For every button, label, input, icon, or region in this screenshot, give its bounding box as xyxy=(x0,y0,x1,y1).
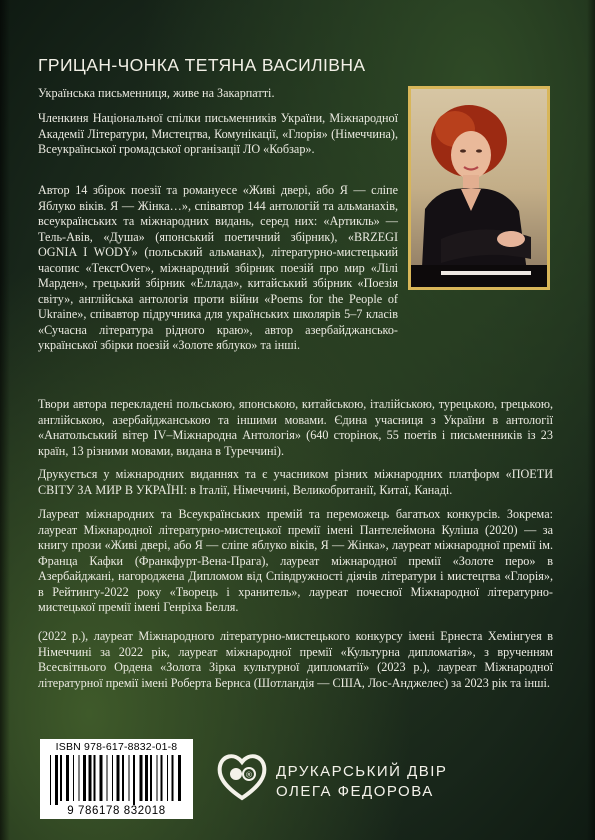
registered-mark: ® xyxy=(246,770,252,780)
barcode-graphic xyxy=(48,755,185,805)
paragraph-intro: Українська письменниця, живе на Закарпатті. xyxy=(38,86,275,100)
right-edge-shadow xyxy=(587,0,595,840)
paragraph-publications: Друкується у міжнародних виданнях та є учасником різних міжнародних платформ «ПОЕТИ СВІТУ ЗА МИР В УКРАЇНІ: в Італії, Німеччині, Великобританії, Китаї, Канаді. xyxy=(38,467,553,497)
author-portrait-illustration xyxy=(411,89,547,287)
author-name: ГРИЦАН-ЧОНКА ТЕТЯНА ВАСИЛІВНА xyxy=(38,55,366,75)
isbn-label: ISBN 978-617-8832-01-8 xyxy=(55,741,178,753)
publisher-logo-icon xyxy=(214,748,270,804)
paragraph-translations: Твори автора перекладені польською, японською, китайською, італійською, турецькою, грецькою, англійською, азербайджанською та іншими мовами. Єдина учасниця з України в антології «Анатольський вітер IV–Міжнародна Антологія» (640 сторінок, 55 поетів і письменників із 23 країн, 13 різними мовами, видана в Туреччині). xyxy=(38,397,553,458)
paragraph-awards: Лауреат міжнародних та Всеукраїнських премій та переможець багатьох конкурсів. Зокрема: лауреат Міжнародної літературно-мистецької премії імені Пантелеймона Куліша (2020) — за книгу прози «Живі двері, або Я — сліпе яблуко віків, Я — Жінка», лауреат міжнародної премії ім. Франца Кафки (Франкфурт-Вена-Прага), лауреат міжнародної премії «Золоте перо» в Азербайджані, нагороджена Дипломом від Співдружності діячів літератури і мистецтва «Глорія», в Рейтингу-2022 року «Творець і хранитель», лауреат почесної Міжнародної літературно-мистецької премії імені Генріха Белля. xyxy=(38,507,553,614)
paragraph-awards-more: (2022 р.), лауреат Міжнародного літературно-мистецького конкурсу імені Ернеста Хемінгуея в Німеччині за 2022 рік, лауреат міжнародної премії «Культурна дипломатія», з врученням Всесвітнього Ордена «Золота Зірка культурної дипломатії» (2023 р.), лауреат Міжнародної літературної премії імені Роберта Бернса (Шотландія — США, Лос-Анджелес) за 2023 рік та інші. xyxy=(38,629,553,690)
spine-shadow xyxy=(0,0,10,840)
paragraph-works: Автор 14 збірок поезії та романуесе «Живі двері, або Я — сліпе Яблуко віків. Я — Жінка…», співавтор 144 антологій та альманахів, всеукраїнських та міжнародних видань, серед них: «Артикль» — Тель-Авів, «Душа» (японський поетичний збірник), «BRZEGI OGNIA I WODY» (польський альманах), літературно-мистецький часопис «ТекстOver», міжнародний збірник поезій про мир «Лілі Марден», грецький збірник «Еллада», китайський збірник «Поезія світу», англійська антологія проти війни «Poems for the People of Ukraine», співавтор підручника для українських школярів 5–7 класів «Сучасна література рідного краю», автор азербайджансько-української збірки поезій «Золоте яблуко» та інші. xyxy=(38,183,398,352)
paragraph-membership: Членкиня Національної спілки письменників України, Міжнародної Академії Літератури, Мистецтва, Комунікації, «Глорія» (Німеччина), Всеукраїнської громадської організації ЛО «Кобзар». xyxy=(38,111,398,156)
publisher-name-line1: ДРУКАРСЬКИЙ ДВІР xyxy=(276,763,448,780)
publisher-name-line2: ОЛЕГА ФЕДОРОВА xyxy=(276,783,434,800)
isbn-barcode-block xyxy=(40,739,193,819)
author-photo xyxy=(408,86,550,290)
isbn-digits: 9 786178 832018 xyxy=(67,805,166,817)
